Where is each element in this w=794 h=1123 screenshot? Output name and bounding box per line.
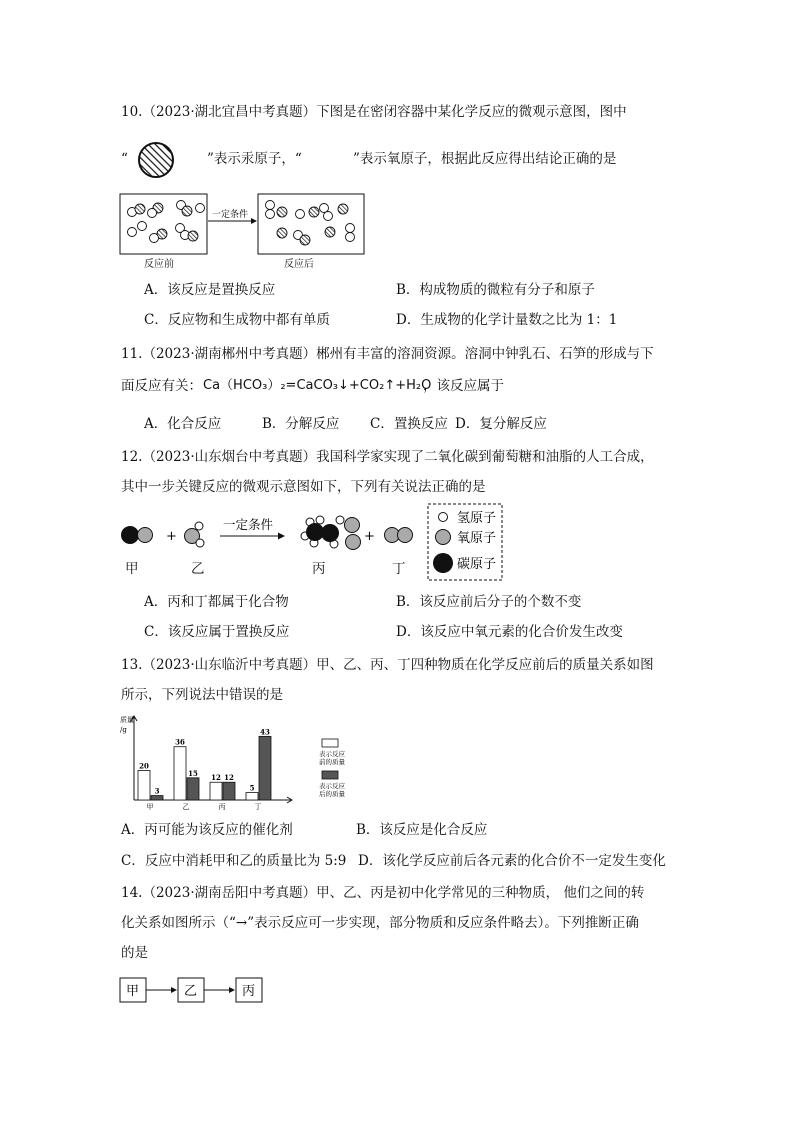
plus-sign-2: + — [364, 529, 375, 544]
after-reaction-label: 反应后 — [284, 259, 314, 270]
q13-stem-line2: 所示，下列说法中错误的是 — [121, 687, 283, 703]
q12-stem-line1: 12.（2023·山东烟台中考真题）我国科学家实现了二氧化碳到葡萄糖和油脂的人工合成， — [121, 449, 654, 465]
hydrogen-atom-icon — [439, 513, 448, 522]
box-yi-label: 乙 — [184, 984, 198, 999]
q12-option-c: C．该反应属于置换反应 — [144, 624, 290, 640]
legend-before-line1: 表示反应 — [319, 750, 345, 758]
bar-value-label-0-2: 12 — [211, 773, 221, 783]
q14-stem-line2: 化关系如图所示（“→”表示反应可一步实现，部分物质和反应条件略去）。下列推断正确 — [121, 915, 639, 931]
bar-after-0 — [151, 796, 163, 800]
q12-condition-label: 一定条件 — [223, 517, 274, 532]
legend-swatch-after — [322, 771, 338, 779]
q10-stem: 10.（2023·湖北宜昌中考真题）下图是在密闭容器中某化学反应的微观示意图，图中 — [121, 104, 627, 120]
bar-after-2 — [223, 782, 235, 800]
q11-option-d: D．复分解反应 — [455, 416, 547, 432]
bar-before-1 — [174, 747, 186, 800]
q12-option-b: B．该反应前后分子的个数不变 — [396, 594, 582, 610]
chart-ylabel-2: /g — [120, 726, 127, 734]
q13-option-b: B．该反应是化合反应 — [356, 822, 488, 838]
q10-option-a: A．该反应是置换反应 — [144, 282, 276, 298]
mass-bar-chart — [116, 712, 366, 814]
bar-value-label-1-0: 3 — [154, 786, 160, 796]
q10-option-b: B．构成物质的微粒有分子和原子 — [396, 282, 595, 298]
q12-option-d: D．该反应中氧元素的化合价发生改变 — [396, 624, 623, 640]
legend-carbon: 碳原子 — [457, 557, 497, 572]
q10-legend-end: ”表示氧原子，根据此反应得出结论正确的是 — [353, 151, 617, 167]
category-label-3: 丁 — [254, 803, 262, 811]
molecule-bing — [301, 516, 361, 550]
before-reaction-label: 反应前 — [144, 259, 174, 270]
q11-stem-line2 — [121, 377, 681, 397]
q13-stem-line1: 13.（2023·山东临沂中考真题）甲、乙、丙、丁四种物质在化学反应前后的质量关系如图 — [121, 657, 654, 673]
plus-sign-1: + — [166, 529, 177, 544]
q10-legend-open-quote: “ — [121, 151, 128, 167]
molecule-yi — [185, 522, 205, 547]
bar-before-0 — [138, 770, 150, 800]
q10-legend-mid: ”表示汞原子，“ — [207, 151, 302, 167]
chart-ylabel-1: 质量 — [120, 716, 134, 724]
label-bing: 丙 — [312, 561, 326, 577]
bar-value-label-1-1: 15 — [188, 768, 198, 778]
q13-option-a: A．丙可能为该反应的催化剂 — [121, 822, 293, 838]
carbon-atom-icon — [433, 553, 453, 573]
q14-stem-line3: 的是 — [121, 945, 148, 961]
bar-value-label-1-3: 43 — [260, 727, 270, 737]
label-ding: 丁 — [392, 561, 406, 577]
before-reaction-box — [120, 194, 207, 254]
q11-option-a: A．化合反应 — [144, 416, 222, 432]
bar-after-1 — [187, 778, 199, 800]
bar-before-2 — [210, 782, 222, 800]
bar-value-label-0-3: 5 — [249, 783, 255, 793]
legend-swatch-before — [322, 739, 338, 747]
mercury-atom-icon — [136, 140, 176, 180]
legend-after-line2: 后的质量 — [319, 790, 345, 798]
category-label-2: 丙 — [218, 803, 226, 811]
q11-stem-prefix: 面反应有关： — [121, 378, 202, 394]
legend-oxygen: 氧原子 — [457, 531, 497, 546]
label-yi: 乙 — [191, 561, 205, 577]
legend-after-line1: 表示反应 — [319, 782, 345, 790]
bar-value-label-0-1: 36 — [175, 737, 185, 747]
molecule-jia — [122, 527, 153, 544]
oxygen-atom-icon — [436, 530, 451, 545]
legend-before-line2: 前的质量 — [319, 758, 345, 766]
q10-option-d: D．生成物的化学计量数之比为 1：1 — [396, 312, 618, 328]
box-jia-label: 甲 — [126, 984, 140, 999]
q11-equation: Ca（HCO₃）₂=CaCO₃↓+CO₂↑+H₂O — [203, 378, 432, 393]
bar-value-label-0-0: 20 — [139, 761, 149, 771]
q12-option-a: A．丙和丁都属于化合物 — [144, 594, 289, 610]
legend-hydrogen: 氢原子 — [457, 511, 497, 526]
q12-stem-line2: 其中一步关键反应的微观示意图如下，下列有关说法正确的是 — [121, 479, 486, 495]
bar-value-label-1-2: 12 — [224, 773, 234, 783]
q14-conversion-diagram — [119, 975, 269, 1007]
box-bing-label: 丙 — [242, 984, 256, 999]
q14-stem-line1: 14.（2023·湖南岳阳中考真题）甲、乙、丙是初中化学常见的三种物质， 他们之间的转 — [121, 885, 645, 901]
molecule-ding — [385, 528, 413, 543]
bar-after-3 — [259, 736, 271, 800]
q11-option-b: B．分解反应 — [262, 416, 340, 432]
q13-option-c: C．反应中消耗甲和乙的质量比为 5:9 — [121, 853, 347, 869]
q11-stem-suffix: ，该反应属于 — [423, 378, 504, 394]
q10-condition-label: 一定条件 — [212, 210, 249, 220]
q10-option-c: C．反应物和生成物中都有单质 — [144, 312, 330, 328]
category-label-0: 甲 — [146, 803, 154, 811]
q10-legend-line — [121, 140, 681, 180]
q11-stem-line1: 11.（2023·湖南郴州中考真题）郴州有丰富的溶洞资源。溶洞中钟乳石、石笋的形成与下 — [121, 346, 654, 362]
category-label-1: 乙 — [182, 803, 190, 811]
bar-before-3 — [246, 793, 258, 800]
q11-option-c: C．置换反应 — [370, 416, 448, 432]
label-jia: 甲 — [125, 561, 139, 577]
q13-option-d: D．该化学反应前后各元素的化合价不一定发生变化 — [358, 853, 666, 869]
